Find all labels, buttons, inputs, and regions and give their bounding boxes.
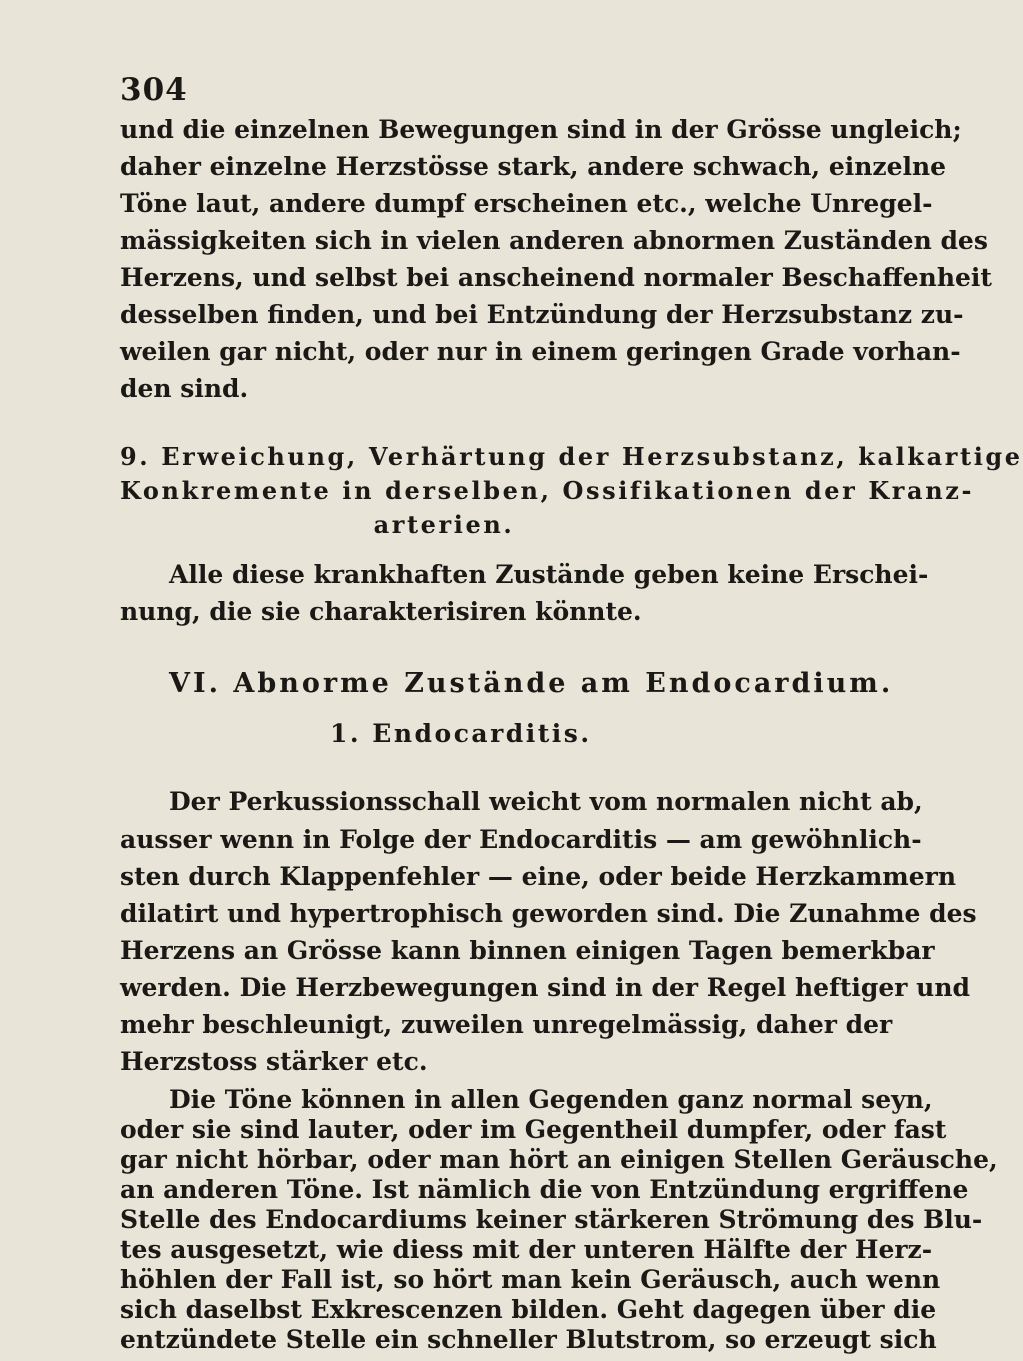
text-line: Alle diese krankhaften Zustände geben keine Erschei- bbox=[169, 560, 929, 589]
text-line: ausser wenn in Folge der Endocarditis — am gewöhnlich- bbox=[120, 825, 922, 854]
text-line: Stelle des Endocardiums keiner stärkeren Strömung des Blu- bbox=[120, 1205, 983, 1234]
text-line: entzündete Stelle ein schneller Blutstrom, so erzeugt sich bbox=[120, 1325, 937, 1354]
text-line: nung, die sie charakterisiren könnte. bbox=[120, 597, 642, 626]
text-line: sten durch Klappenfehler — eine, oder beide Herzkammern bbox=[120, 862, 956, 891]
text-line: werden. Die Herzbewegungen sind in der Regel heftiger und bbox=[120, 973, 970, 1002]
section-title-line: 9. Erweichung, Verhärtung der Herzsubstanz, kalkartige bbox=[120, 442, 1023, 471]
section-title-line: arterien. bbox=[373, 510, 515, 539]
text-line: Die Töne können in allen Gegenden ganz normal seyn, bbox=[169, 1085, 933, 1114]
text-line: Herzens, und selbst bei anscheinend normaler Beschaffenheit bbox=[120, 263, 992, 292]
text-line: gar nicht hörbar, oder man hört an einigen Stellen Geräusche, bbox=[120, 1145, 998, 1174]
chapter-heading: VI. Abnorme Zustände am Endocardium. bbox=[169, 668, 894, 699]
text-line: weilen gar nicht, oder nur in einem geringen Grade vorhan- bbox=[120, 337, 961, 366]
text-line: mehr beschleunigt, zuweilen unregelmässig, daher der bbox=[120, 1010, 893, 1039]
text-line: den sind. bbox=[120, 374, 249, 403]
text-line: tes ausgesetzt, wie diess mit der unteren Hälfte der Herz- bbox=[120, 1235, 933, 1264]
page-number: 304 bbox=[120, 72, 188, 108]
text-line: Herzstoss stärker etc. bbox=[120, 1047, 428, 1076]
text-line: oder sie sind lauter, oder im Gegentheil dumpfer, oder fast bbox=[120, 1115, 947, 1144]
text-line: Der Perkussionsschall weicht vom normalen nicht ab, bbox=[169, 787, 923, 816]
text-line: höhlen der Fall ist, so hört man kein Geräusch, auch wenn bbox=[120, 1265, 941, 1294]
text-line: an anderen Töne. Ist nämlich die von Entzündung ergriffene bbox=[120, 1175, 969, 1204]
text-line: Töne laut, andere dumpf erscheinen etc., welche Unregel- bbox=[120, 189, 933, 218]
text-line: und die einzelnen Bewegungen sind in der Grösse ungleich; bbox=[120, 115, 962, 144]
subsection-heading: 1. Endocarditis. bbox=[330, 719, 592, 748]
text-line: daher einzelne Herzstösse stark, andere schwach, einzelne bbox=[120, 152, 947, 181]
text-line: dilatirt und hypertrophisch geworden sind. Die Zunahme des bbox=[120, 899, 977, 928]
text-line: mässigkeiten sich in vielen anderen abnormen Zuständen des bbox=[120, 226, 988, 255]
text-line: sich daselbst Exkrescenzen bilden. Geht dagegen über die bbox=[120, 1295, 937, 1324]
text-line: desselben finden, und bei Entzündung der Herzsubstanz zu- bbox=[120, 300, 964, 329]
section-title-line: Konkremente in derselben, Ossifikationen der Kranz- bbox=[120, 476, 975, 505]
text-line: Herzens an Grösse kann binnen einigen Tagen bemerkbar bbox=[120, 936, 935, 965]
